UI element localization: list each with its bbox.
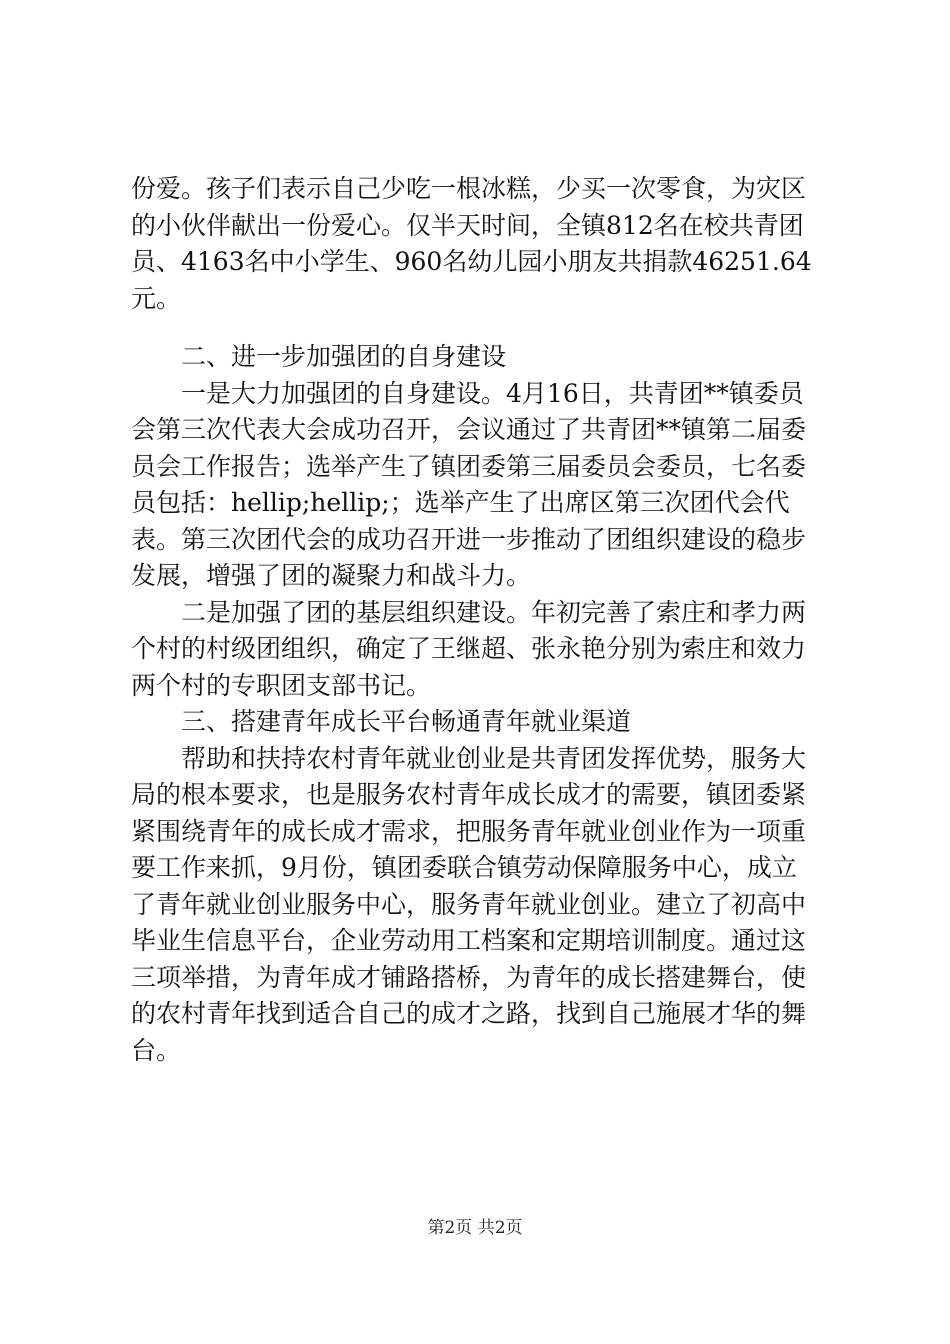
page-number-footer: 第2页 共2页 — [427, 1218, 523, 1238]
document-body — [131, 171, 831, 1069]
paragraph-youth-employment: 帮助和扶持农村青年就业创业是共青团发挥优势，服务大 局的根本要求，也是服务农村青年成长成才的需要，镇团委紧 紧围绕青年的成长成才需求，把服务青年就业创业作为一项重 要工作来抓，9月份，镇团委联合镇劳动保障服务中心，成立 了青年就业创业服务中心，服务青年就业创业。建立了初高中 毕业生信息平台，企业劳动用工档案和定期培训制度。通过这 三项举措，为青年成才铺路搭桥，为青年的成长搭建舞台，使 的农村青年找到适合自己的成才之路，找到自己施展才华的舞 台。 — [131, 743, 807, 1065]
section-heading-2: 二、进一步加强团的自身建设 — [181, 342, 507, 371]
paragraph-donation-summary: 份爱。孩子们表示自己少吃一根冰糕，少买一次零食，为灾区 的小伙伴献出一份爱心。仅半天时间，全镇812名在校共青团 员、4163名中小学生、960名幼儿园小朋友共捐款46251.64元。 — [131, 174, 812, 313]
paragraph-grassroots-organization: 二是加强了团的基层组织建设。年初完善了索庄和孝力两 个村的村级团组织，确定了王继超、张永艳分别为索庄和效力 两个村的专职团支部书记。 — [131, 597, 807, 700]
section-heading-3: 三、搭建青年成长平台畅通青年就业渠道 — [181, 707, 632, 736]
paragraph-self-building: 一是大力加强团的自身建设。4月16日，共青团**镇委员 会第三次代表大会成功召开，会议通过了共青团**镇第二届委 员会工作报告；选举产生了镇团委第三届委员会委员，七名委 员包括：hellip;hellip;；选举产生了出席区第三次团代会代 表。第三次团代会的成功召开进一步推动了团组织建设的稳步 发展，增强了团的凝聚力和战斗力。 — [131, 378, 807, 590]
